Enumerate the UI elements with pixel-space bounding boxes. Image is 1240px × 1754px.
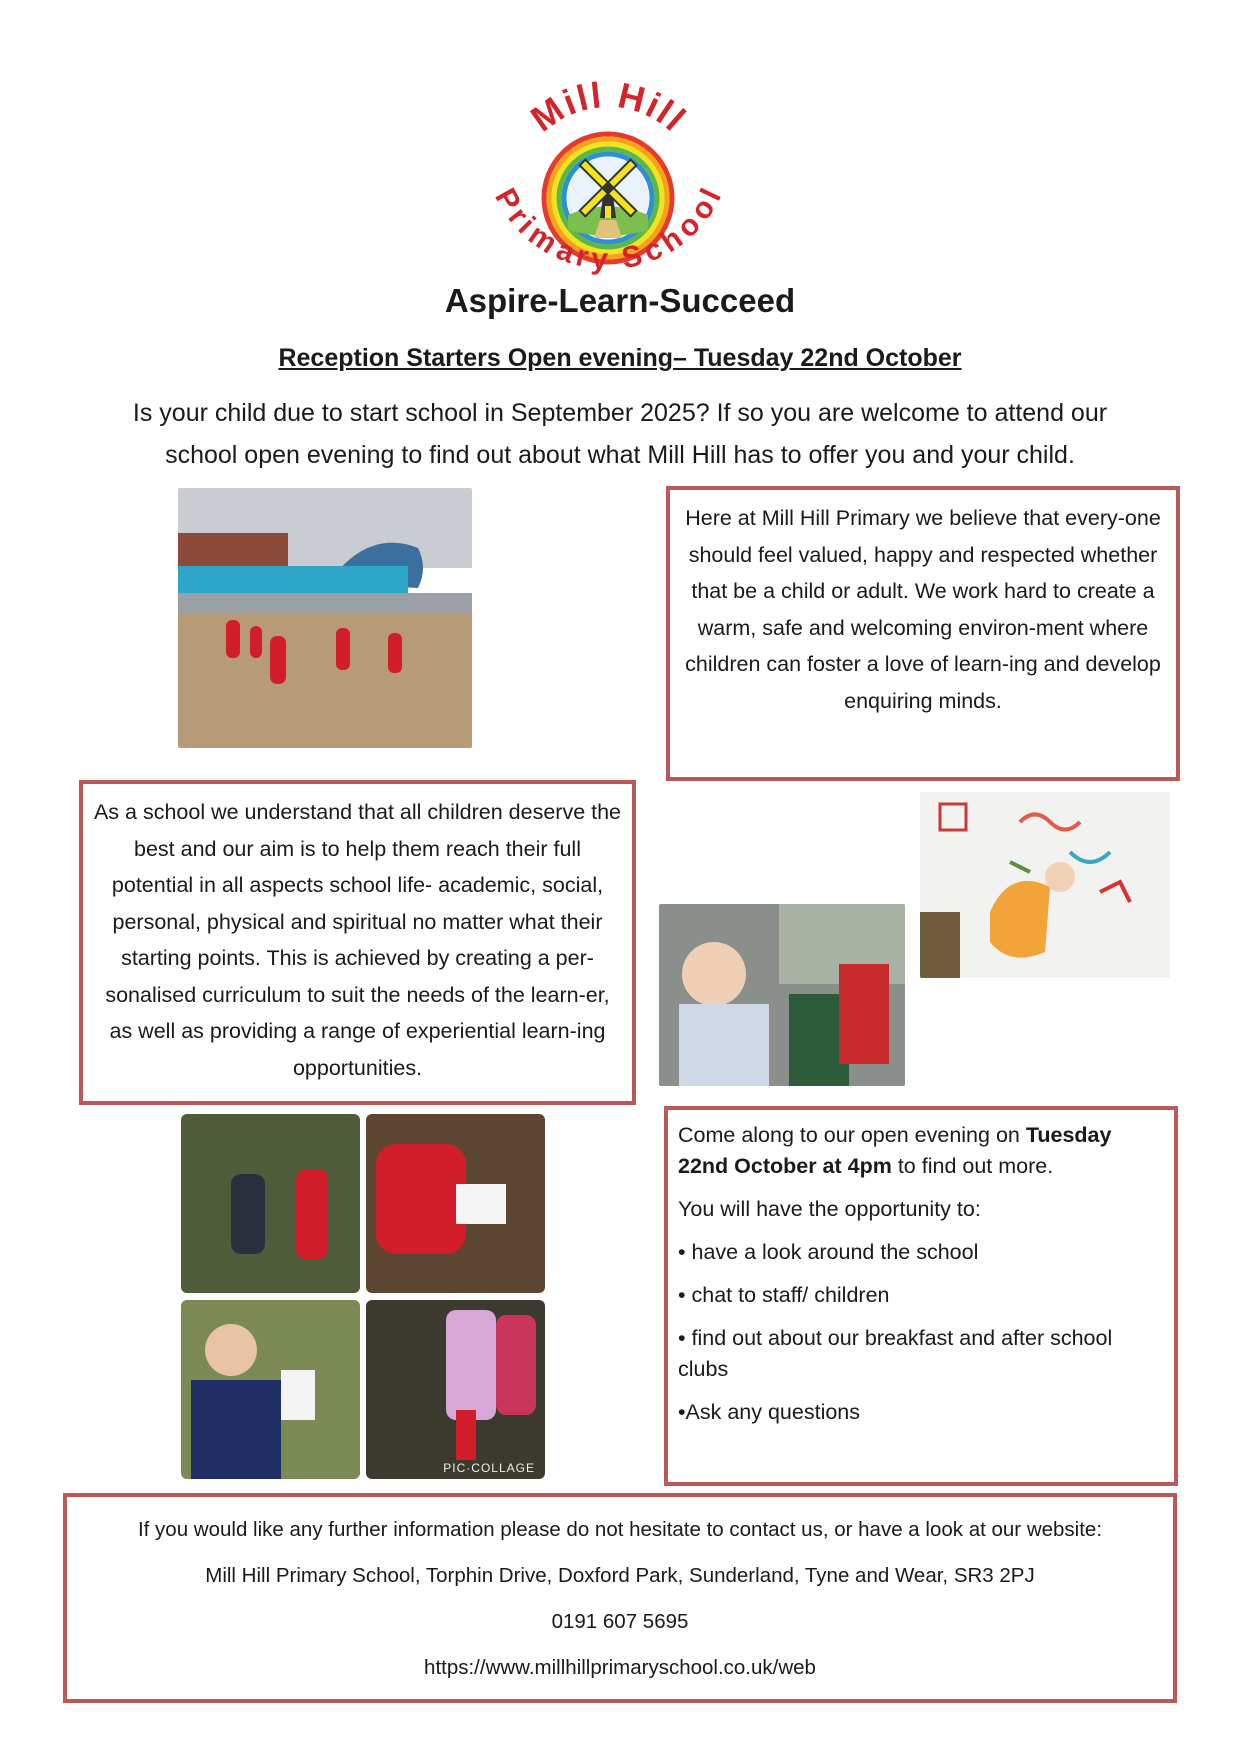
contact-intro: If you would like any further information please do not hesitate to contact us, or have a look at our website: [137, 1518, 1103, 1541]
contact-box [63, 1493, 1177, 1703]
collage-watermark: PIC·COLLAGE [443, 1461, 535, 1475]
photo-collage-1 [181, 1114, 360, 1293]
intro-line-1: Is your child due to start school in September 2025? If so you are welcome to attend our [132, 399, 1108, 427]
values-text: Here at Mill Hill Primary we believe that every-one should feel valued, happy and respected whether that be a child or adult. We work hard to create a warm, safe and welcoming environ-ment where children can foster a love of learn-ing and develop enquiring minds. [685, 506, 1161, 713]
photo-collage-2 [366, 1114, 545, 1293]
school-logo [488, 70, 728, 300]
contact-address: Mill Hill Primary School, Torphin Drive, Doxford Park, Sunderland, Tyne and Wear, SR3 2PJ [205, 1564, 1035, 1587]
page-title: Reception Starters Open evening– Tuesday 22nd October [278, 344, 962, 372]
event-lead-text: Come along to our open evening on [678, 1123, 1026, 1147]
event-item: • chat to staff/ children [678, 1283, 890, 1307]
photo-beach-litter-pick [178, 488, 472, 748]
tagline: Aspire-Learn-Succeed [444, 282, 796, 319]
aim-box [79, 780, 636, 1105]
contact-phone: 0191 607 5695 [551, 1610, 689, 1633]
contact-website-link[interactable]: https://www.millhillprimaryschool.co.uk/web [424, 1656, 816, 1679]
logo-name-bottom: Primary School [488, 183, 728, 277]
event-item: • find out about our breakfast and after school clubs [678, 1326, 1113, 1381]
photo-child-painting [920, 792, 1170, 978]
photo-collage-4 [366, 1300, 545, 1479]
photo-collage-3 [181, 1300, 360, 1479]
intro-text [60, 392, 1180, 476]
intro-line-2: school open evening to find out about what Mill Hill has to offer you and your child. [165, 441, 1075, 469]
event-lead-end: to find out more. [891, 1154, 1054, 1178]
event-item: • have a look around the school [678, 1240, 979, 1264]
aim-text: As a school we understand that all children deserve the best and our aim is to help them reach their full potential in all aspects school life- academic, social, personal, physical and spiritual no matter what their starting points. This is achieved by creating a per-sonalised curriculum to suit the needs of the learn-er, as well as providing a range of experiential learn-ing opportunities. [93, 800, 622, 1080]
photo-child-car-window [659, 904, 905, 1086]
event-lead [678, 1120, 1164, 1182]
logo-name-top: Mill Hill [523, 73, 695, 140]
event-item: •Ask any questions [678, 1400, 861, 1424]
values-box [666, 486, 1180, 781]
event-box [664, 1106, 1178, 1486]
event-date-time: Tuesday 22nd October at 4pm [678, 1123, 1112, 1178]
event-opportunity: You will have the opportunity to: [678, 1197, 981, 1221]
svg-text:Mill Hill [523, 74, 695, 140]
